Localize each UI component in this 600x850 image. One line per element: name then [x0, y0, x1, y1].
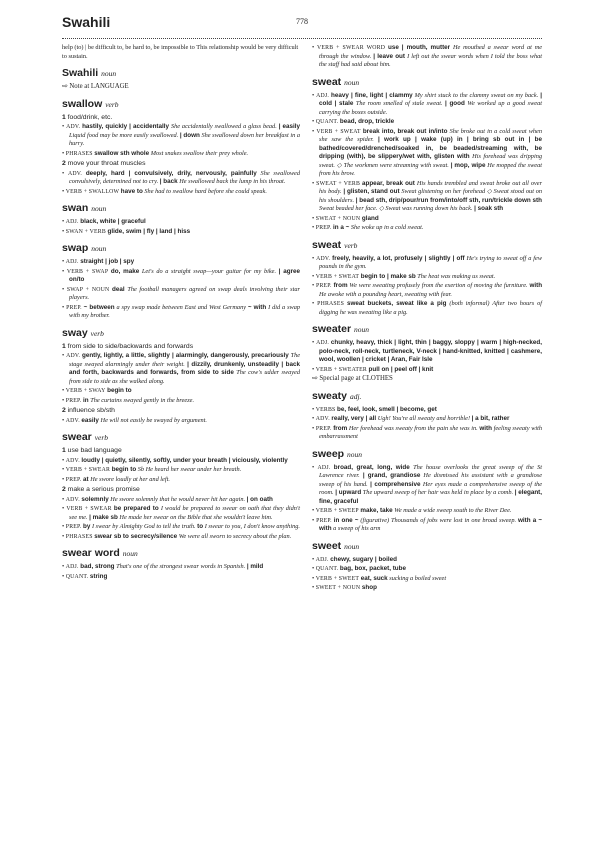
sense-number: 2	[62, 486, 66, 493]
collocation-line: • ADV. really, very | all Ugh! You're all sweaty and horrible! | a bit, rather	[312, 415, 510, 422]
collocations: do, make	[110, 267, 140, 275]
collocations: broad, great, long, wide	[333, 463, 410, 471]
category-label: QUANT.	[315, 119, 339, 125]
headword: sweep	[312, 447, 345, 460]
example: I left out the swear words when I told the boss what the staff had said about him.	[319, 52, 542, 68]
category-label: SWAP + NOUN	[66, 286, 110, 293]
sense-number: 2	[62, 160, 66, 167]
category-label: ADV.	[65, 457, 80, 464]
page-header	[62, 12, 542, 39]
collocations: help (to) | be difficult to, be hard to, be impossible to	[62, 44, 195, 51]
category-label: QUANT.	[315, 566, 339, 572]
collocation-line: • VERB + SWEET eat, suck sucking a boiled sweet	[312, 574, 447, 582]
example: The curtains swayed gently in the breeze.	[90, 396, 195, 404]
collocation-line: • PREP. in a ~ She woke up in a cold sweat.	[312, 224, 424, 231]
collocations: begin to	[111, 466, 137, 473]
collocations: from	[333, 424, 348, 432]
collocation-line: • VERB + SWAY begin to	[62, 387, 132, 394]
collocations: | soak sth	[474, 205, 504, 212]
collocations: ~ between	[83, 303, 115, 311]
headword-entry	[62, 242, 300, 255]
collocation-line: • VERB + SWEAT begin to | make sb The heat was making us sweat.	[312, 272, 496, 280]
collocations: heavy | fine, light | clammy	[331, 91, 413, 99]
example: sucking a boiled sweet	[389, 574, 447, 582]
collocation-line: • VERB + SWEAR be prepared to I would be prepared to swear on oath that they didn't see me. | make sb He made her swear on the Bible that she wouldn't leave him.	[62, 505, 301, 521]
example: Sb He heard her swear under her breath.	[137, 466, 242, 473]
collocation-line: • VERB + SWEEP make, take We made a wide sweep south to the River Dee.	[312, 507, 512, 514]
sense-heading	[62, 160, 300, 169]
category-label: ADV.	[65, 417, 80, 424]
collocation-line: • ADJ. broad, great, long, wide The house overlooks the great sweep of the St Lawrence river. | grand, grandiose He dismissed his assistant with a grandiose sweep of his hand. | comprehensive Her eyes made a comprehensive sweep of the room. | upward The upward sweep of her hair was held in place by a comb. | elegant, fine, graceful	[312, 463, 543, 505]
example: The stage swayed alarmingly under their weight.	[69, 352, 301, 368]
collocation-line: • ADV. solemnly He swore solemnly that he would never hit her again. | on oath	[62, 495, 273, 503]
collocations: | bead sth, drip/pour/run from/into/off sth, run/trickle down sth	[355, 196, 542, 204]
category-label: ADJ.	[316, 92, 330, 99]
example: Her eyes made a comprehensive sweep of the room.	[319, 480, 543, 496]
example: We were all sworn to secrecy about the plan.	[178, 532, 292, 540]
collocation-line: • ADV. hastily, quickly | accidentally She accidentally swallowed a glass bead. | easily Liquid food may be more easily swallowed. | down She swallowed down her breakfast in a hurry.	[62, 123, 301, 147]
collocations: | make sb	[89, 513, 118, 521]
collocations: chunky, heavy, thick | light, thin | baggy, sloppy | warm | high-necked, polo-neck, roll-neck, turtleneck, V-neck | hand-knitted, knitted | cashmere, wool, woollen | cricket | Aran, Fair Isle	[319, 339, 542, 363]
collocations: | dizzily, drunkenly, unsteadily | back and forth, backwards and forwards, from side to side	[69, 360, 300, 376]
part-of-speech: adj.	[349, 391, 362, 401]
collocations: loudly | quietly, silently, softly, under your breath | viciously, violently	[81, 456, 288, 464]
headword-entry	[62, 547, 300, 560]
category-label: VERB + SWEATER	[315, 366, 367, 373]
example: That's one of the strongest swear words in Spanish.	[116, 563, 246, 570]
example: The upward sweep of her hair was held in place by a comb.	[362, 489, 514, 496]
example: a sweep of his arm	[333, 525, 381, 532]
collocation-line: • VERB + SWEAR begin to Sb He heard her swear under her breath.	[62, 466, 242, 473]
example: He swore loudly at her and left.	[90, 475, 170, 483]
cross-reference	[312, 375, 542, 384]
collocations: bead, drop, trickle	[339, 118, 395, 125]
collocations: bag, box, packet, tube	[339, 565, 407, 572]
headword-entry	[312, 540, 542, 553]
category-label: VERB + SWEAR	[66, 506, 112, 512]
example: We worked up a good sweat carrying the boxes outside.	[319, 100, 543, 116]
collocation-line: • PREP. at He swore loudly at her and left.	[62, 475, 170, 483]
headword: swap	[62, 242, 89, 254]
headword: sweat	[312, 238, 342, 251]
collocations: deal	[112, 285, 125, 293]
headword-entry	[312, 239, 542, 252]
category-label: VERB + SWEET	[315, 575, 360, 582]
collocations: | grand, grandiose	[362, 472, 421, 479]
part-of-speech: verb	[90, 328, 104, 338]
category-label: QUANT.	[65, 573, 89, 580]
sense-number: 2	[62, 407, 66, 414]
sense-heading	[62, 447, 300, 456]
collocation-line: • ADJ. straight | job | spy	[62, 258, 135, 265]
cross-reference-text: ⇨ Special page at CLOTHES	[312, 375, 393, 382]
collocations: | comprehensive	[370, 480, 421, 488]
example: (figurative) Thousands of jobs were lost in one broad sweep.	[360, 516, 517, 524]
collocations: pull on | peel off | knit	[368, 365, 434, 373]
sense-heading	[62, 343, 300, 352]
headword: sweaty	[312, 389, 348, 402]
collocations: gland	[361, 214, 379, 222]
collocation-line: • PHRASES sweat buckets, sweat like a pig (both informal) After two hours of digging he was sweating like a pig.	[312, 300, 542, 316]
category-label: SWEAT + NOUN	[315, 215, 361, 222]
category-label: SWAN + VERB	[65, 228, 106, 235]
collocation-line: • ADV. deeply, hard | convulsively, drily, nervously, painfully She swallowed convulsively, determined not to cry. | back He swallowed back the lump in his throat.	[62, 169, 301, 185]
collocations: | mild	[246, 563, 264, 570]
category-label: PREP.	[65, 476, 82, 483]
headword: sweet	[312, 539, 342, 552]
sense-definition: influence sb/sth	[67, 407, 115, 414]
collocations: eat, suck	[360, 574, 388, 582]
collocations: | on oath	[246, 495, 273, 503]
category-label: VERB + SWAP	[66, 268, 109, 275]
example: Let's do a straight swap—your guitar for my bike.	[141, 267, 277, 275]
part-of-speech: verb	[105, 99, 119, 109]
collocations: really, very | all	[331, 415, 377, 422]
sense-heading	[62, 407, 300, 416]
collocations: appear, break out	[361, 179, 415, 187]
collocation-line: • PHRASES swear sb to secrecy/silence We were all sworn to secrecy about the plan.	[62, 532, 292, 540]
collocation-line: • SWAN + VERB glide, swim | fly | land | hiss	[62, 227, 191, 235]
collocation-line: • SWEAT + NOUN gland	[312, 214, 379, 222]
sense-number: 1	[62, 447, 66, 454]
collocation-line: • VERB + SWEATER pull on | peel off | knit	[312, 365, 434, 373]
example: This relationship would be very difficult to sustain.	[62, 44, 299, 60]
collocations: use | mouth, mutter	[387, 44, 451, 51]
part-of-speech: noun	[122, 549, 138, 558]
collocation-line: • VERB + SWEAR WORD use | mouth, mutter He mouthed a swear word at me through the window. | leave out I left out the swear words when I told the boss what the staff had said about him.	[312, 44, 543, 68]
headword-entry	[62, 202, 300, 215]
collocations: with	[479, 424, 492, 432]
example: He swallowed back the lump in his throat.	[179, 178, 286, 185]
collocation-line: • QUANT. bead, drop, trickle	[312, 118, 395, 125]
sense-definition: make a serious promise	[67, 486, 140, 493]
category-label: PREP.	[65, 524, 82, 530]
part-of-speech: noun	[91, 204, 107, 213]
collocations: with	[529, 282, 543, 289]
collocation-line: • PREP. by I swear by Almighty God to tell the truth. to I swear to you, I don't know anything.	[62, 523, 300, 530]
part-of-speech: noun	[344, 541, 360, 551]
example: He mopped the sweat from his brow.	[319, 161, 542, 177]
headword: swear	[62, 431, 92, 443]
collocations: ~ with	[247, 303, 267, 311]
example: She swallowed convulsively, determined not to cry.	[69, 169, 301, 185]
part-of-speech: noun	[344, 77, 360, 87]
category-label: VERB + SWEAR WORD	[317, 45, 386, 51]
collocations: begin to | make sb	[360, 272, 416, 280]
part-of-speech: noun	[91, 244, 107, 253]
collocations: easily	[81, 416, 99, 424]
category-label: ADV.	[65, 496, 80, 503]
example: Sweat glistening on her forehead ◇ Sweat stood out on his shoulders.	[319, 188, 543, 204]
category-label: PREP.	[316, 283, 332, 289]
collocations: be prepared to	[113, 505, 159, 512]
example: We made a wide sweep south to the River Dee.	[394, 507, 512, 514]
collocation-line: • ADJ. chewy, sugary | boiled	[312, 555, 397, 563]
sense-heading	[62, 486, 300, 495]
collocation-line: • SWEAT + VERB appear, break out His hands trembled and sweat broke out all over his body. | glisten, stand out Sweat glistening on her forehead ◇ Sweat stood out on his shoulders. | bead sth, drip/pour/run from/into/off sth, run/trickle down sth Sweat beaded her face. ◇ Sweat was running down his back. | soak sth	[312, 179, 543, 212]
part-of-speech: noun	[354, 325, 370, 334]
headword: sweat	[312, 75, 342, 88]
category-label: PHRASES	[317, 301, 344, 307]
collocation-line: • SWAP + NOUN deal The football managers agreed on swap deals involving their star players.	[62, 285, 300, 301]
collocations: gently, lightly, a little, slightly | alarmingly, dangerously, precariously	[81, 352, 289, 359]
collocation-line: • PREP. ~ between a spy swap made between East and West Germany ~ with I did a swap with my brother.	[62, 303, 301, 319]
sense-number: 1	[62, 342, 66, 350]
example: She had to swallow hard before she could speak.	[144, 187, 267, 195]
page-number: 778	[296, 17, 308, 26]
collocation-line: • PREP. from We were sweating profusely from the exertion of moving the furniture. with He awoke with a pounding heart, sweating with fear.	[312, 282, 543, 298]
sense-heading	[62, 114, 300, 123]
collocation-line: • ADV. loudly | quietly, silently, softly, under your breath | viciously, violently	[62, 456, 288, 464]
continued-entry	[62, 44, 300, 61]
collocation-line: • PHRASES swallow sth whole Most snakes swallow their prey whole.	[62, 149, 249, 157]
collocations: | glisten, stand out	[343, 188, 400, 195]
category-label: PREP.	[315, 425, 332, 432]
collocations: | agree on/to	[69, 267, 301, 283]
category-label: PHRASES	[65, 533, 93, 540]
category-label: ADJ.	[317, 464, 331, 471]
collocations: | leave out	[373, 52, 406, 60]
headword-entry	[312, 448, 542, 461]
category-label: PREP.	[316, 517, 332, 524]
collocations: black, white | graceful	[80, 218, 146, 225]
example: The house overlooks the great sweep of the St Lawrence river.	[319, 463, 543, 479]
collocation-line: • PREP. from Her forehead was sweaty from the pain she was in. with feeling sweaty with embarrassment	[312, 424, 543, 440]
collocations: | mop, wipe	[450, 161, 486, 169]
example: I swear to you, I don't know anything.	[204, 523, 300, 530]
cross-reference	[62, 83, 300, 92]
sense-definition: use bad language	[67, 447, 122, 454]
example: The cow's udder swayed from side to side as she walked along.	[69, 369, 300, 385]
collocations: have to	[120, 187, 143, 195]
example: He will not easily be swayed by argument.	[100, 416, 207, 424]
category-label: VERBS	[315, 406, 336, 413]
collocations: from	[333, 282, 348, 289]
example: I swear by Almighty God to tell the truth.	[91, 523, 196, 530]
collocations: straight | job | spy	[80, 258, 135, 265]
example: She accidentally swallowed a glass bead.	[170, 123, 277, 130]
headword-entry	[312, 76, 542, 89]
collocations: begin to	[107, 387, 132, 394]
example: She swallowed down her breakfast in a hurry.	[69, 131, 301, 147]
headword-entry	[62, 98, 300, 111]
collocations: | cold | stale	[319, 91, 543, 107]
category-label: VERB + SWALLOW	[65, 188, 120, 195]
example: Her forehead was sweaty from the pain she was in.	[348, 424, 478, 432]
example: (both informal) After two hours of digging he was sweating like a pig.	[319, 300, 542, 316]
collocations: glide, swim | fly | land | hiss	[107, 227, 191, 235]
headword: Swahili	[62, 67, 99, 79]
category-label: ADV.	[67, 170, 83, 177]
headword-entry	[62, 67, 300, 80]
collocations: | easily	[278, 123, 301, 130]
category-label: VERB + SWEEP	[315, 508, 359, 514]
category-label: PREP.	[66, 304, 82, 311]
collocations: deeply, hard | convulsively, drily, nervously, painfully	[85, 169, 257, 177]
collocation-line: • VERB + SWAP do, make Let's do a straight swap—your guitar for my bike. | agree on/to	[62, 267, 301, 283]
example: He dismissed his assistant with a grandiose sweep of his hand.	[319, 472, 543, 488]
collocations: make, take	[360, 507, 393, 514]
category-label: ADV.	[316, 255, 331, 262]
category-label: ADJ.	[65, 564, 79, 570]
collocations: in	[83, 396, 89, 404]
collocations: bad, strong	[80, 563, 115, 570]
headword-entry	[312, 323, 542, 336]
collocations: | elegant, fine, graceful	[319, 489, 543, 505]
example: Liquid food may be more easily swallowed.	[69, 131, 179, 139]
example: a spy swap made between East and West Germany	[116, 303, 247, 311]
part-of-speech: verb	[94, 433, 109, 442]
example: His hands trembled and sweat broke out all over his body.	[319, 179, 543, 195]
example: Most snakes swallow their prey whole.	[150, 149, 249, 157]
example: We were sweating profusely from the exertion of moving the furniture.	[349, 282, 528, 289]
example: feeling sweaty with embarrassment	[319, 424, 543, 440]
collocations: | down	[179, 131, 200, 139]
part-of-speech: noun	[101, 69, 117, 78]
example: I would be prepared to swear on oath that they didn't see me.	[69, 505, 301, 521]
example: The football managers agreed on swap deals involving their star players.	[69, 285, 300, 301]
collocation-line: • ADJ. heavy | fine, light | clammy My shirt stuck to the clammy sweat on my back. | cold | stale The room smelled of stale sweat. | good We worked up a good sweat carrying the boxes outside.	[312, 91, 543, 116]
collocation-line: • ADJ. black, white | graceful	[62, 218, 146, 225]
collocations: break into, break out in/into	[362, 127, 448, 135]
example: She woke up in a cold sweat.	[350, 224, 424, 231]
example: He mouthed a swear word at me through the window.	[319, 44, 543, 60]
collocations: string	[89, 572, 108, 580]
collocations: swallow sth whole	[94, 149, 150, 157]
collocation-line: • ADJ. bad, strong That's one of the strongest swear words in Spanish. | mild	[62, 563, 264, 570]
headword: swallow	[62, 97, 103, 110]
category-label: SWEAT + VERB	[316, 180, 361, 187]
example: She broke out in a cold sweat when she saw the spider.	[319, 127, 543, 143]
category-label: VERB + SWAY	[65, 388, 106, 394]
collocation-line: • VERBS be, feel, look, smell | become, get	[312, 405, 437, 413]
headword: sweater	[312, 323, 352, 335]
collocations: to	[197, 523, 204, 530]
collocation-line: • ADV. easily He will not easily be swayed by argument.	[62, 416, 207, 424]
collocations: shop	[361, 584, 377, 591]
collocation-line: • VERB + SWALLOW have to She had to swallow hard before she could speak.	[62, 187, 267, 195]
collocations: chewy, sugary | boiled	[330, 555, 397, 563]
collocations: hastily, quickly | accidentally	[82, 123, 170, 130]
collocations: sweat buckets, sweat like a pig	[346, 300, 447, 307]
category-label: ADJ.	[316, 340, 329, 346]
category-label: ADJ.	[65, 219, 79, 225]
headword-entry	[62, 431, 300, 444]
example: He's trying to sweat off a few pounds in the gym.	[319, 254, 543, 270]
collocations: at	[83, 475, 89, 483]
part-of-speech: verb	[344, 240, 358, 250]
example: My shirt stuck to the clammy sweat on my back.	[414, 91, 539, 99]
category-label: VERB + SWEAR	[65, 467, 111, 473]
collocation-line: • VERB + SWEAT break into, break out in/into She broke out in a cold sweat when she saw the spider. | work up | wake (up) in | bring sb out in | be bathed/covered/drenched/soaked in, be beaded/streaming with, be dripping (with), be slippery/wet with, glisten with His forehead was dripping sweat. ◇ The workmen were streaming with sweat. | mop, wipe He mopped the sweat from his brow.	[312, 127, 543, 177]
example: His forehead was dripping sweat. ◇ The workmen were streaming with sweat.	[319, 153, 542, 169]
collocation-line: • SWEET + NOUN shop	[312, 584, 377, 591]
sense-definition: move your throat muscles	[67, 160, 146, 167]
category-label: ADJ.	[315, 556, 329, 563]
collocations: | work up | wake (up) in | bring sb out in | be bathed/covered/drenched/soaked in, be beaded/streaming with, be dripping (with), be slippery/wet with, glisten with	[319, 136, 542, 160]
collocations: | back	[159, 178, 178, 185]
running-headword: Swahili	[62, 14, 111, 30]
category-label: VERB + SWEAT	[316, 128, 361, 135]
category-label: PREP.	[65, 397, 82, 404]
category-label: PREP.	[315, 225, 332, 231]
collocations: | upward	[335, 489, 362, 496]
category-label: ADV.	[66, 353, 81, 359]
category-label: PHRASES	[65, 150, 93, 157]
category-label: ADJ.	[65, 259, 79, 265]
collocation-line: • ADV. gently, lightly, a little, slightly | alarmingly, dangerously, precariously The stage swayed alarmingly under their weight. | dizzily, drunkenly, unsteadily | back and forth, backwards and forwards, from side to side The cow's udder swayed from side to side as she walked along.	[62, 352, 301, 385]
category-label: VERB + SWEAT	[315, 273, 360, 280]
collocations: solemnly	[81, 495, 109, 503]
collocations: be, feel, look, smell | become, get	[337, 405, 437, 413]
collocation-line: • QUANT. bag, box, packet, tube	[312, 565, 407, 572]
collocations: | a bit, rather	[471, 415, 510, 422]
sense-number: 1	[62, 113, 66, 121]
collocations: in a ~	[333, 224, 350, 231]
example: He swore solemnly that he would never hit her again.	[110, 495, 246, 503]
example: He awoke with a pounding heart, sweating with fear.	[319, 290, 452, 298]
headword-entry	[62, 327, 300, 340]
example: The heat was making us sweat.	[417, 272, 496, 280]
headword: swan	[62, 202, 89, 214]
headword-entry	[312, 390, 542, 403]
collocations: | good	[445, 100, 465, 107]
category-label: ADV.	[315, 416, 330, 422]
collocation-line: • ADJ. chunky, heavy, thick | light, thin | baggy, sloppy | warm | high-necked, polo-neck, roll-neck, turtleneck, V-neck | hand-knitted, knitted | cashmere, wool, woollen | cricket | Aran, Fair Isle	[312, 339, 542, 363]
example: He made her swear on the Bible that she wouldn't leave him.	[119, 513, 273, 521]
sense-definition: food/drink, etc.	[67, 113, 113, 121]
example: Ugh! You're all sweaty and horrible!	[377, 415, 471, 422]
right-column	[312, 44, 542, 594]
collocation-line: • ADV. freely, heavily, a lot, profusely | slightly | off He's trying to sweat off a few pounds in the gym.	[312, 254, 543, 270]
example: The room smelled of stale sweat.	[355, 100, 443, 107]
collocations: freely, heavily, a lot, profusely | slightly | off	[332, 254, 465, 262]
collocations: in one ~	[333, 516, 359, 524]
category-label: ADV.	[66, 124, 81, 130]
headword: swear word	[62, 547, 120, 559]
collocation-line: • PREP. in one ~ (figurative) Thousands of jobs were lost in one broad sweep. with a ~ with a sweep of his arm	[312, 516, 543, 532]
collocations: by	[83, 523, 91, 530]
collocations: swear sb to secrecy/silence	[94, 532, 178, 540]
collocation-line: • QUANT. string	[62, 572, 108, 580]
collocations: with a ~ with	[319, 516, 543, 532]
cross-reference-text: ⇨ Note at LANGUAGE	[62, 83, 129, 90]
left-column	[62, 44, 300, 582]
sense-definition: from side to side/backwards and forwards	[67, 342, 194, 350]
example: I did a swap with my brother.	[69, 303, 301, 319]
headword: sway	[62, 326, 88, 339]
example: Sweat beaded her face. ◇ Sweat was running down his back.	[319, 205, 473, 212]
category-label: SWEET + NOUN	[315, 585, 361, 591]
part-of-speech: noun	[347, 449, 363, 459]
collocation-line: • PREP. in The curtains swayed gently in the breeze.	[62, 396, 195, 404]
